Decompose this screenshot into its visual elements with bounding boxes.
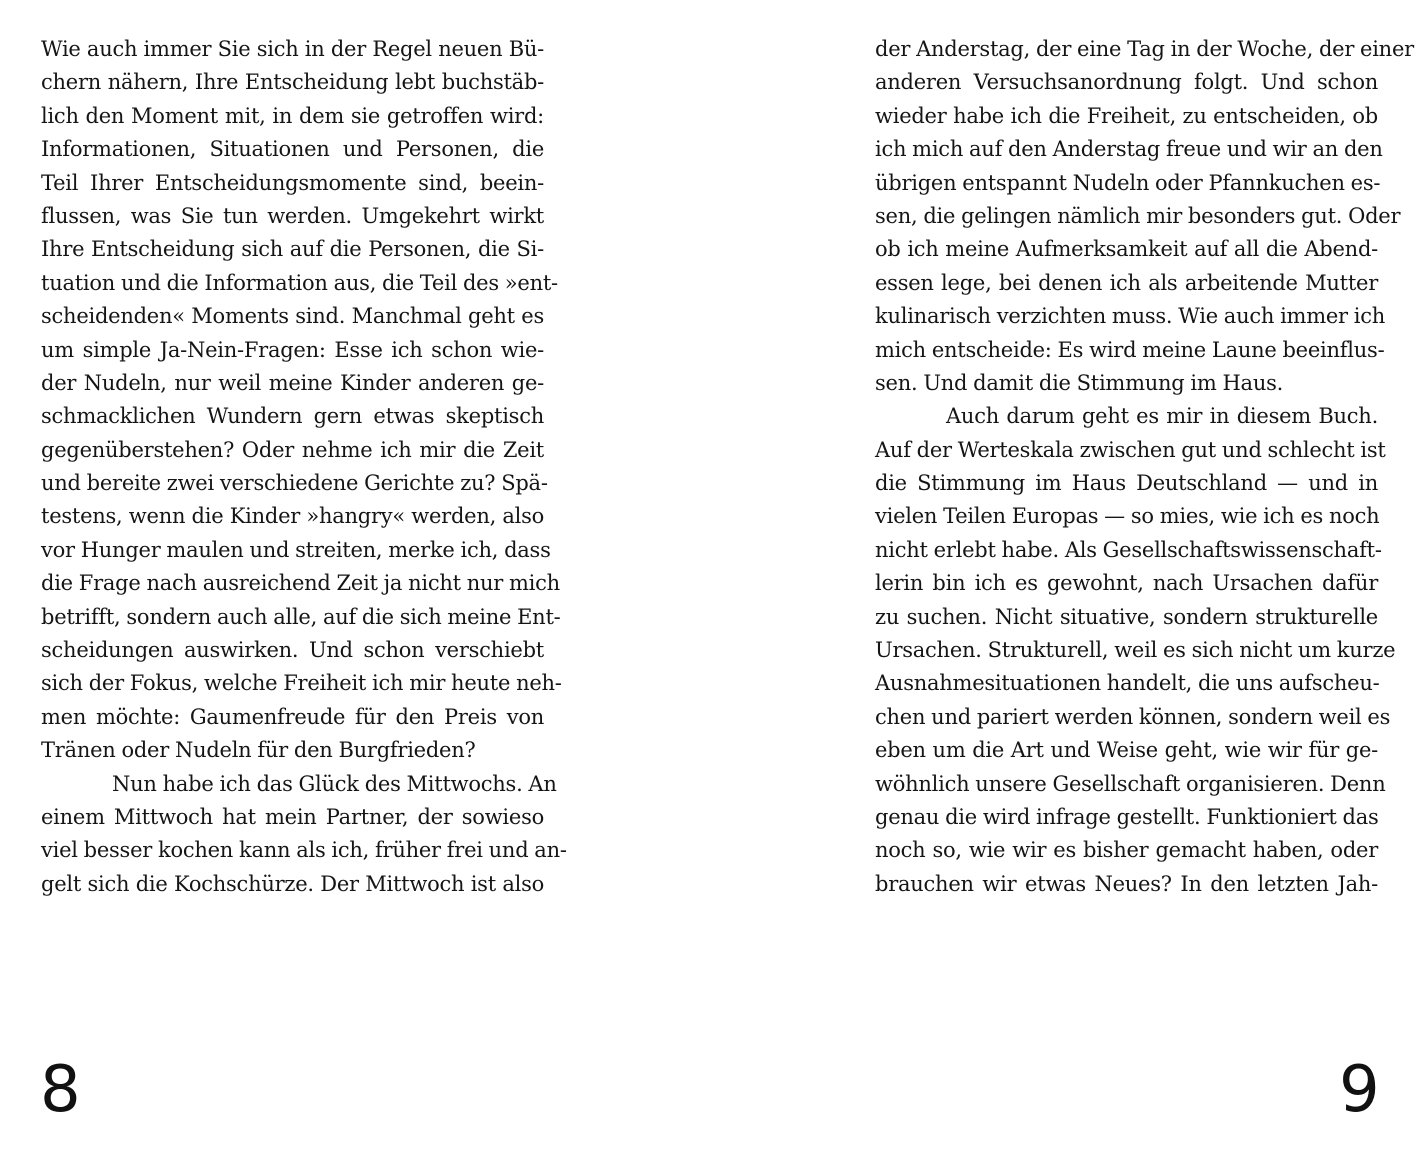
text-line: lerin bin ich es gewohnt, nach Ursachen dafür (875, 571, 1378, 596)
text-line: vielen Teilen Europas — so mies, wie ich es noch (875, 504, 1380, 529)
left-page-body-text (41, 33, 567, 901)
text-line: chern nähern, Ihre Entscheidung lebt buchstäb- (41, 70, 544, 95)
text-line: brauchen wir etwas Neues? In den letzten Jah- (875, 871, 1378, 896)
text-line: viel besser kochen kann als ich, früher frei und an- (41, 838, 567, 863)
text-line: sen. Und damit die Stimmung im Haus. (875, 370, 1284, 395)
text-line: Ausnahmesituationen handelt, die uns aufscheu- (875, 671, 1380, 696)
text-line: sen, die gelingen nämlich mir besonders gut. Oder (875, 203, 1401, 228)
text-line: und bereite zwei verschiedene Gerichte zu? Spä- (41, 471, 548, 496)
text-line: Teil Ihrer Entscheidungsmomente sind, beein- (41, 170, 544, 195)
text-line: essen lege, bei denen ich als arbeitende Mutter (875, 270, 1378, 295)
text-line: um simple Ja-Nein-Fragen: Esse ich schon wie- (41, 337, 544, 362)
text-line: die Frage nach ausreichend Zeit ja nicht nur mich (41, 571, 560, 596)
text-line: genau die wird infrage gestellt. Funktioniert das (875, 804, 1379, 829)
text-line: Wie auch immer Sie sich in der Regel neuen Bü- (41, 37, 544, 61)
text-line: der Nudeln, nur weil meine Kinder anderen ge- (41, 370, 544, 395)
text-line: scheidenden« Moments sind. Manchmal geht es (41, 304, 544, 329)
text-line: scheidungen auswirken. Und schon verschiebt (41, 638, 544, 663)
text-line: Ursachen. Strukturell, weil es sich nicht um kurze (875, 638, 1396, 663)
text-line: flussen, was Sie tun werden. Umgekehrt wirkt (41, 203, 544, 228)
text-line: testens, wenn die Kinder »hangry« werden, also (41, 504, 544, 529)
text-line: Ihre Entscheidung sich auf die Personen, die Si- (41, 237, 544, 262)
text-line: der Anderstag, der eine Tag in der Woche, der einer (875, 37, 1414, 61)
text-line: gelt sich die Kochschürze. Der Mittwoch ist also (41, 871, 544, 896)
text-line: men möchte: Gaumenfreude für den Preis von (41, 704, 544, 729)
right-page-body-text (875, 33, 1414, 901)
text-line: einem Mittwoch hat mein Partner, der sowieso (41, 804, 544, 829)
text-line: nicht erlebt habe. Als Gesellschaftswissenschaft- (875, 537, 1382, 562)
text-line: übrigen entspannt Nudeln oder Pfannkuchen es- (875, 170, 1381, 195)
text-line: sich der Fokus, welche Freiheit ich mir heute neh- (41, 671, 562, 696)
text-line: wöhnlich unsere Gesellschaft organisieren. Denn (875, 771, 1386, 796)
text-line: tuation und die Information aus, die Teil des »ent- (41, 270, 558, 295)
text-line: die Stimmung im Haus Deutschland — und in (875, 471, 1378, 496)
text-line: chen und pariert werden können, sondern weil es (875, 704, 1391, 729)
right-page (709, 0, 1418, 1152)
text-line: Auch darum geht es mir in diesem Buch. (946, 404, 1378, 429)
text-line: zu suchen. Nicht situative, sondern strukturelle (875, 604, 1378, 629)
text-line: anderen Versuchsanordnung folgt. Und schon (875, 70, 1378, 95)
text-line: ich mich auf den Anderstag freue und wir an den (875, 137, 1383, 162)
text-line: vor Hunger maulen und streiten, merke ich, dass (41, 537, 551, 562)
text-line: schmacklichen Wundern gern etwas skeptisch (41, 404, 544, 429)
text-line: mich entscheide: Es wird meine Laune beeinflus- (875, 337, 1385, 362)
text-line: wieder habe ich die Freiheit, zu entscheiden, ob (875, 103, 1378, 128)
right-page-number: 9 (1339, 1053, 1380, 1127)
left-page-number: 8 (40, 1053, 81, 1127)
text-line: lich den Moment mit, in dem sie getroffen wird: (41, 103, 544, 128)
text-line: Auf der Werteskala zwischen gut und schlecht ist (875, 437, 1386, 462)
text-line: Informationen, Situationen und Personen, die (41, 137, 544, 162)
text-line: ob ich meine Aufmerksamkeit auf all die Abend- (875, 237, 1378, 262)
text-line: Nun habe ich das Glück des Mittwochs. An (112, 771, 557, 796)
text-line: noch so, wie wir es bisher gemacht haben, oder (875, 838, 1378, 863)
text-line: eben um die Art und Weise geht, wie wir für ge- (875, 738, 1378, 763)
text-line: gegenüberstehen? Oder nehme ich mir die Zeit (41, 437, 544, 462)
text-line: kulinarisch verzichten muss. Wie auch immer ich (875, 304, 1386, 329)
text-line: Tränen oder Nudeln für den Burgfrieden? (41, 738, 476, 763)
text-line: betrifft, sondern auch alle, auf die sich meine Ent- (41, 604, 561, 629)
